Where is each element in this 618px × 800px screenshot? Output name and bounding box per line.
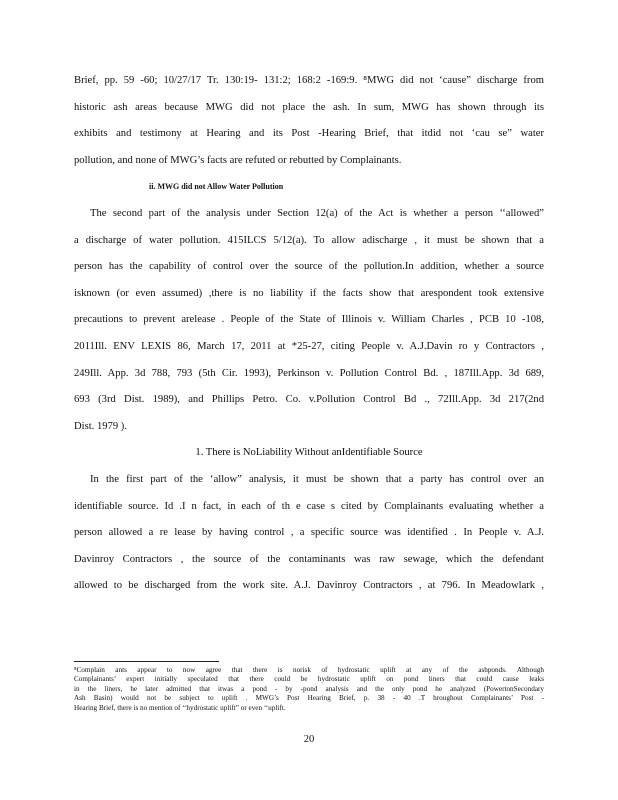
paragraph-line: 249Ill. App. 3d 788, 793 (5th Cir. 1993), Perkinson v. Pollution Control Bd. , 187Ill.App. 3d 689, <box>74 367 544 379</box>
paragraph-line: 693 (3rd Dist. 1989), and Phillips Petro. Co. v.Pollution Control Bd ., 72Ill.App. 3d 217(2nd <box>74 394 544 406</box>
paragraph-line: identifiable source. Id .I n fact, in each of th e case s cited by Complainants evaluating whether a <box>74 500 544 512</box>
footnote-line: in the liners, he later admitted that itwas a pond - by -pond analysis and the only pond he analyzed (PowertonSecondary <box>74 684 544 693</box>
footnote-line: Ash Basin) would not be subject to uplift . MWG’s Post Hearing Brief, p. 38 - 40 .T hroughout Complainants’ Post - <box>74 694 544 703</box>
paragraph-line: Davinroy Contractors , the source of the contaminants was raw sewage, which the defendant <box>74 553 544 565</box>
footnote <box>74 666 544 713</box>
body-text <box>74 68 544 600</box>
paragraph-line: allowed to be discharged from the work site. A.J. Davinroy Contractors , at 796. In Meadowlark , <box>74 580 544 592</box>
paragraph-line: 2011Ill. ENV LEXIS 86, March 17, 2011 at *25-27, citing People v. A.J.Davin ro y Contractors , <box>74 340 544 352</box>
body-line: exhibits and testimony at Hearing and its Post -Hearing Brief, that itdid not ‘cau se” water <box>74 128 544 140</box>
paragraph-line: Dist. 1979 ). <box>74 420 127 432</box>
paragraph-line: a discharge of water pollution. 415ILCS 5/12(a). To allow adischarge , it must be shown that a <box>74 234 544 246</box>
body-line: historic ash areas because MWG did not place the ash. In sum, MWG has shown through its <box>74 101 544 113</box>
body-line: Brief, pp. 59 -60; 10/27/17 Tr. 130:19- 131:2; 168:2 -169:9. ⁸MWG did not ‘cause” discharge from <box>74 75 544 86</box>
section-heading: ii. MWG did not Allow Water Pollution <box>149 182 284 192</box>
footnote-line: Hearing Brief, there is no mention of ‘‘hydrostatic uplift” or even ‘‘uplift. <box>74 703 286 712</box>
paragraph-line: precautions to prevent arelease . People of the State of Illinois v. William Charles , PCB 10 -108, <box>74 314 544 326</box>
body-line: pollution, and none of MWG’s facts are refuted or rebutted by Complainants. <box>74 154 402 166</box>
footnote-line: Complainants’ expert initially speculated that there could be hydrostatic uplift on pond liners that could cause leaks <box>74 675 544 684</box>
footnote-divider <box>74 661 219 662</box>
paragraph-line: The second part of the analysis under Section 12(a) of the Act is whether a person ‘‘allowed” <box>90 207 544 219</box>
page-number: 20 <box>303 734 315 745</box>
paragraph-line: In the first part of the ‘allow” analysis, it must be shown that a party has control over an <box>90 473 544 485</box>
paragraph-line: person allowed a re lease by having control , a specific source was identified . In People v. A.J. <box>74 527 544 539</box>
paragraph-line: person has the capability of control over the source of the pollution.In addition, whether a source <box>74 261 544 273</box>
footnote-line: ⁸Complain ants appear to now agree that there is norisk of hydrostatic uplift at any of the ashponds. Although <box>74 666 544 674</box>
subheading: 1. There is NoLiability Without anIdentifiable Source <box>195 447 423 459</box>
paragraph-line: isknown (or even assumed) ,there is no liability if the facts show that arespondent took extensive <box>74 287 544 299</box>
